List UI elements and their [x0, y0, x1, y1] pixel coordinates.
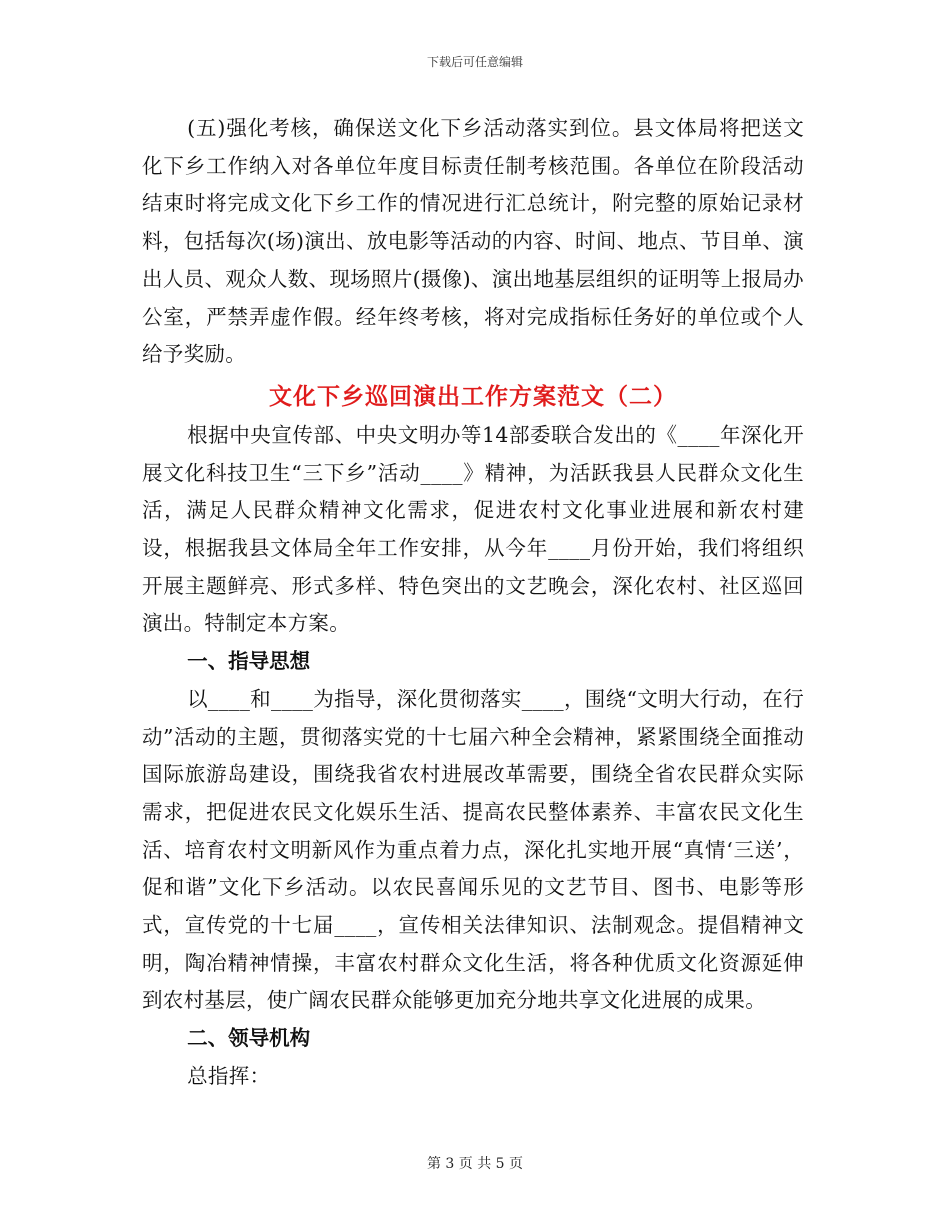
- heading-leadership: 二、领导机构: [187, 1026, 311, 1051]
- section-title: 文化下乡巡回演出工作方案范文（二）: [269, 382, 677, 410]
- document-body: [142, 110, 804, 1096]
- heading-guiding-ideology: 一、指导思想: [187, 649, 311, 674]
- paragraph-introduction: 根据中央宣传部、中央文明办等14部委联合发出的《____年深化开展文化科技卫生“三下乡”活动____》精神，为活跃我县人民群众文化生活，满足人民群众精神文化需求，促进农村文化事业进展和新农村建设，根据我县文体局全年工作安排，从今年____月份开始，我们将组织开展主题鲜亮、形式多样、特色突出的文艺晚会，深化农村、社区巡回演出。特制定本方案。: [142, 422, 804, 636]
- page-header: 下载后可任意编辑: [426, 55, 523, 69]
- paragraph-guiding-ideology: 以____和____为指导，深化贯彻落实____，围绕“文明大行动，在行动”活动的主题，贯彻落实党的十七届六种全会精神，紧紧围绕全面推动国际旅游岛建设，围绕我省农村进展改革需要，围绕全省农民群众实际需求，把促进农民文化娱乐生活、提高农民整体素养、丰富农民文化生活、培育农村文明新风作为重点着力点，深化扎实地开展“真情‘三送’，促和谐”文化下乡活动。以农民喜闻乐见的文艺节目、图书、电影等形式，宣传党的十七届____，宣传相关法律知识、法制观念。提倡精神文明，陶冶精神情操，丰富农村群众文化生活，将各种优质文化资源延伸到农村基层，使广阔农民群众能够更加充分地共享文化进展的成果。: [142, 686, 804, 1013]
- paragraph-commander: 总指挥：: [187, 1063, 271, 1088]
- paragraph-strengthen-assessment: (五)强化考核，确保送文化下乡活动落实到位。县文体局将把送文化下乡工作纳入对各单位年度目标责任制考核范围。各单位在阶段活动结束时将完成文化下乡工作的情况进行汇总统计，附完整的原始记录材料，包括每次(场)演出、放电影等活动的内容、时间、地点、节目单、演出人员、观众人数、现场照片(摄像)、演出地基层组织的证明等上报局办公室，严禁弄虚作假。经年终考核，将对完成指标任务好的单位或个人给予奖励。: [142, 116, 804, 367]
- page-footer: 第 3 页 共 5 页: [426, 1156, 524, 1172]
